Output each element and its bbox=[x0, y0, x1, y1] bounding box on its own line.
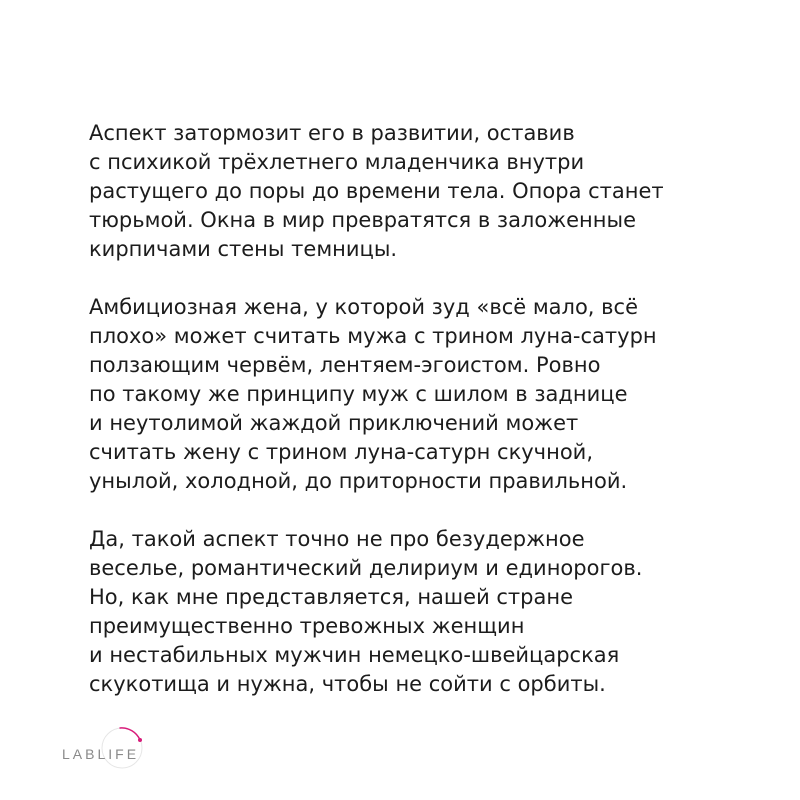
text-line: унылой, холодной, до приторности правильной. bbox=[89, 469, 628, 493]
text-line: Да, такой аспект точно не про безудержное bbox=[89, 527, 585, 551]
article-text bbox=[89, 119, 729, 699]
text-line: и неутолимой жаждой приключений может bbox=[89, 411, 579, 435]
text-line: тюрьмой. Окна в мир превратятся в заложенные bbox=[89, 208, 637, 232]
text-line: считать жену с трином луна-сатурн скучной, bbox=[89, 440, 593, 464]
text-line: растущего до поры до времени тела. Опора станет bbox=[89, 179, 664, 203]
logo-text: LABLIFE bbox=[62, 746, 140, 762]
text-line: плохо» может считать мужа с трином луна-сатурн bbox=[89, 324, 657, 348]
text-line: с психикой трёхлетнего младенчика внутри bbox=[89, 150, 585, 174]
text-line: скукотища и нужна, чтобы не сойти с орбиты. bbox=[89, 672, 606, 696]
paragraph-1 bbox=[89, 119, 729, 264]
text-line: веселье, романтический делириум и единорогов. bbox=[89, 556, 643, 580]
text-line: Амбициозная жена, у которой зуд «всё мало, всё bbox=[89, 295, 639, 319]
text-line: кирпичами стены темницы. bbox=[89, 237, 398, 261]
paragraph-spacer bbox=[89, 264, 729, 293]
paragraph-3 bbox=[89, 525, 729, 699]
paragraph-2 bbox=[89, 293, 729, 496]
text-line: Но, как мне представляется, нашей стране bbox=[89, 585, 574, 609]
text-line: преимущественно тревожных женщин bbox=[89, 614, 525, 638]
text-line: Аспект затормозит его в развитии, оставив bbox=[89, 121, 575, 145]
text-line: и нестабильных мужчин немецко-швейцарская bbox=[89, 643, 620, 667]
text-line: по такому же принципу муж с шилом в заднице bbox=[89, 382, 628, 406]
text-line: ползающим червём, лентяем-эгоистом. Ровно bbox=[89, 353, 601, 377]
lablife-logo bbox=[60, 722, 170, 772]
paragraph-spacer bbox=[89, 496, 729, 525]
